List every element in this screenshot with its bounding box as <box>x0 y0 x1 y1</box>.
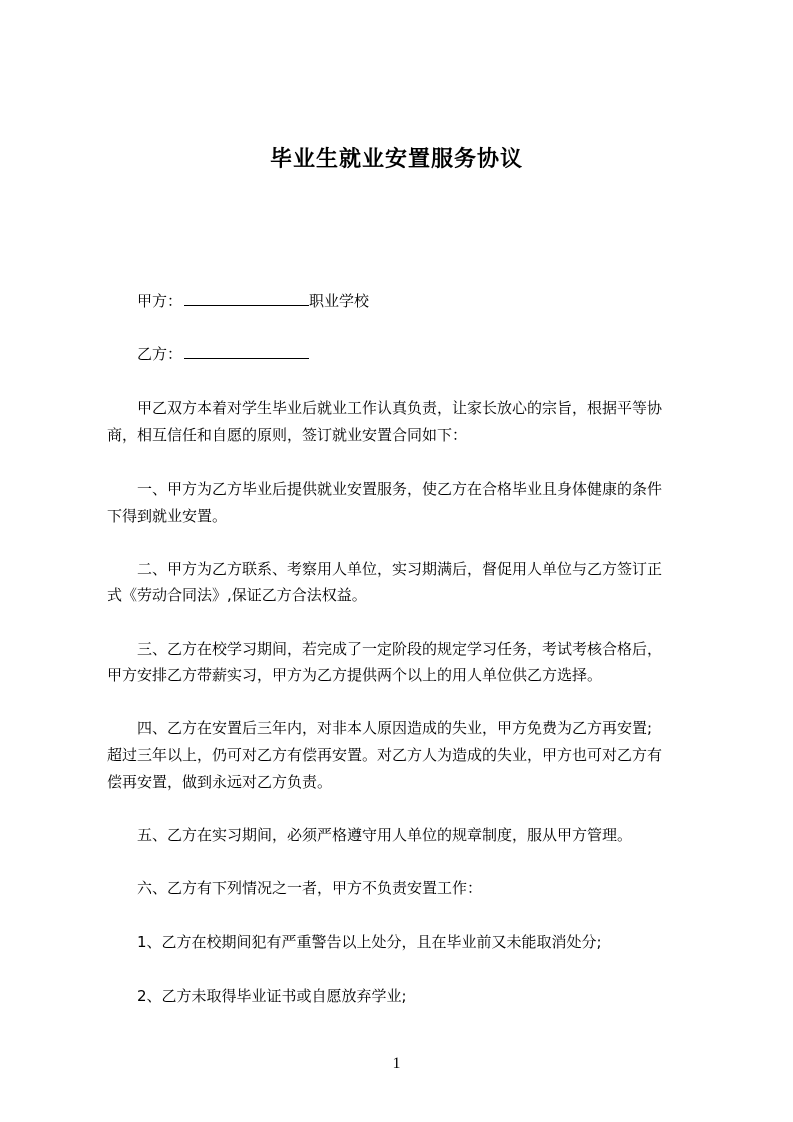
paragraph-line: 1、乙方在校期间犯有严重警告以上处分，且在毕业前又未能取消处分; <box>137 933 602 951</box>
party-b-blank <box>184 340 309 359</box>
paragraph-line: 商，相互信任和自愿的原则，签订就业安置合同如下： <box>107 426 468 444</box>
paragraph-line: 二、甲方为乙方联系、考察用人单位，实习期满后，督促用人单位与乙方签订正 <box>137 560 663 578</box>
document-title: 毕业生就业安置服务协议 <box>269 147 523 172</box>
paragraph-line: 式《劳动合同法》,保证乙方合法权益。 <box>107 586 367 604</box>
paragraph-line: 超过三年以上，仍可对乙方有偿再安置。对乙方人为造成的失业，甲方也可对乙方有 <box>107 746 663 764</box>
paragraph-line: 2、乙方未取得毕业证书或自愿放弃学业; <box>137 987 407 1005</box>
paragraph-line: 三、乙方在校学习期间，若完成了一定阶段的规定学习任务，考试考核合格后， <box>137 640 663 658</box>
paragraph-line: 一、甲方为乙方毕业后提供就业安置服务，使乙方在合格毕业且身体健康的条件 <box>137 480 663 498</box>
paragraph-line: 五、乙方在实习期间，必须严格遵守用人单位的规章制度，服从甲方管理。 <box>137 826 633 844</box>
paragraph-line: 甲乙双方本着对学生毕业后就业工作认真负责，让家长放心的宗旨，根据平等协 <box>137 399 663 417</box>
paragraph-line: 偿再安置，做到永远对乙方负责。 <box>107 773 333 791</box>
party-a-line <box>107 286 737 316</box>
paragraph-line: 甲方安排乙方带薪实习，甲方为乙方提供两个以上的用人单位供乙方选择。 <box>107 666 603 684</box>
party-a-blank <box>184 287 309 306</box>
paragraph-line: 四、乙方在安置后三年内，对非本人原因造成的失业，甲方免费为乙方再安置; <box>137 719 653 737</box>
party-b-line <box>107 339 737 369</box>
party-a-label: 甲方： <box>137 292 183 310</box>
party-a-suffix: 职业学校 <box>309 292 370 310</box>
paragraph-line: 六、乙方有下列情况之一者，甲方不负责安置工作： <box>137 879 483 897</box>
party-b-label: 乙方： <box>137 345 183 363</box>
paragraph-line: 下得到就业安置。 <box>107 507 228 525</box>
page-number: 1 <box>392 1055 401 1072</box>
